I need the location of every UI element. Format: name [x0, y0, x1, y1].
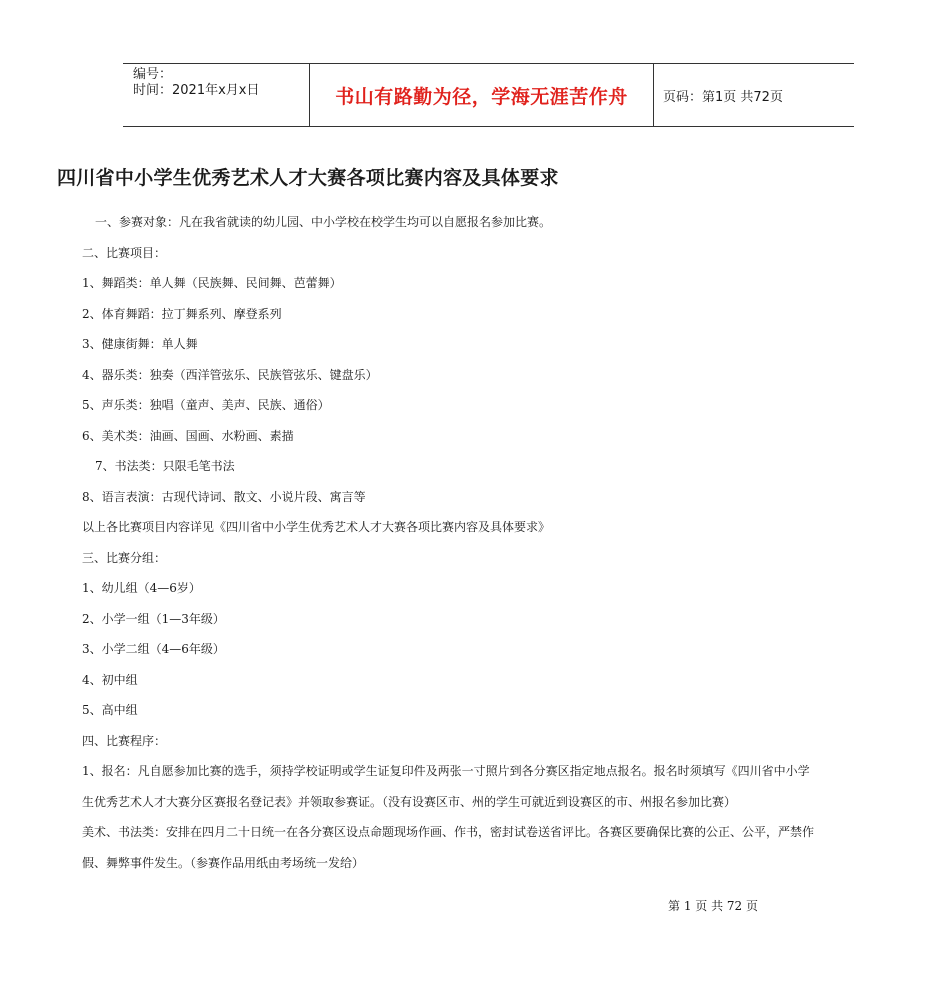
paragraph-line: 以上各比赛项目内容详见《四川省中小学生优秀艺术人才大赛各项比赛内容及具体要求》 [82, 520, 551, 534]
paragraph-line: 一、参赛对象：凡在我省就读的幼儿园、中小学校在校学生均可以自愿报名参加比赛。 [95, 215, 552, 229]
paragraph-line: 四、比赛程序： [82, 733, 167, 748]
paragraph-line: 2、体育舞蹈：拉丁舞系列、摩登系列 [82, 306, 282, 321]
header-table [123, 63, 854, 127]
paragraph-line: 3、小学二组（4—6年级） [82, 642, 225, 656]
paragraph-line: 5、声乐类：独唱（童声、美声、民族、通俗） [82, 398, 330, 412]
header-motto-cell [309, 64, 654, 126]
paragraph-line: 美术、书法类：安排在四月二十日统一在各分赛区设点命题现场作画、作书，密封试卷送省评比。各赛区要确保比赛的公正、公平，严禁作 [82, 825, 815, 839]
page-code: 页码：第1页 共72页 [663, 89, 783, 105]
paragraph-line: 二、比赛项目： [82, 245, 167, 260]
paragraph-line: 7、书法类：只限毛笔书法 [95, 459, 235, 473]
time-line: 时间：2021年x月x日 [133, 83, 260, 98]
paragraph-line: 6、美术类：油画、国画、水粉画、素描 [82, 428, 294, 443]
paragraph-line: 4、初中组 [82, 672, 138, 687]
paragraph-line: 4、器乐类：独奏（西洋管弦乐、民族管弦乐、键盘乐） [82, 367, 378, 382]
paragraph-line: 三、比赛分组： [82, 550, 167, 565]
paragraph-line: 5、高中组 [82, 703, 138, 717]
label-number: 编号： [133, 67, 173, 82]
document-title: 四川省中小学生优秀艺术人才大赛各项比赛内容及具体要求 [57, 167, 559, 189]
motto: 书山有路勤为径，学海无涯苦作舟 [335, 85, 628, 108]
paragraph-line: 3、健康街舞：单人舞 [82, 337, 198, 351]
page-footer: 第 1 页 共 72 页 [668, 899, 758, 913]
document-body [82, 207, 902, 878]
paragraph-line: 假、舞弊事件发生。（参赛作品用纸由考场统一发给） [82, 855, 365, 870]
paragraph-line: 8、语言表演：古现代诗词、散文、小说片段、寓言等 [82, 489, 366, 504]
paragraph-line: 生优秀艺术人才大赛分区赛报名登记表》并领取参赛证。（没有设赛区市、州的学生可就近到设赛区的市、州报名参加比赛） [82, 794, 737, 809]
paragraph-line: 1、报名：凡自愿参加比赛的选手，须持学校证明或学生证复印件及两张一寸照片到各分赛区指定地点报名。报名时须填写《四川省中小学 [82, 764, 810, 778]
paragraph-line: 1、舞蹈类：单人舞（民族舞、民间舞、芭蕾舞） [82, 276, 342, 290]
paragraph-line: 2、小学一组（1—3年级） [82, 611, 225, 626]
header-info-cell [123, 64, 309, 126]
paragraph-line: 1、幼儿组（4—6岁） [82, 581, 201, 595]
header-page-cell [654, 64, 854, 126]
